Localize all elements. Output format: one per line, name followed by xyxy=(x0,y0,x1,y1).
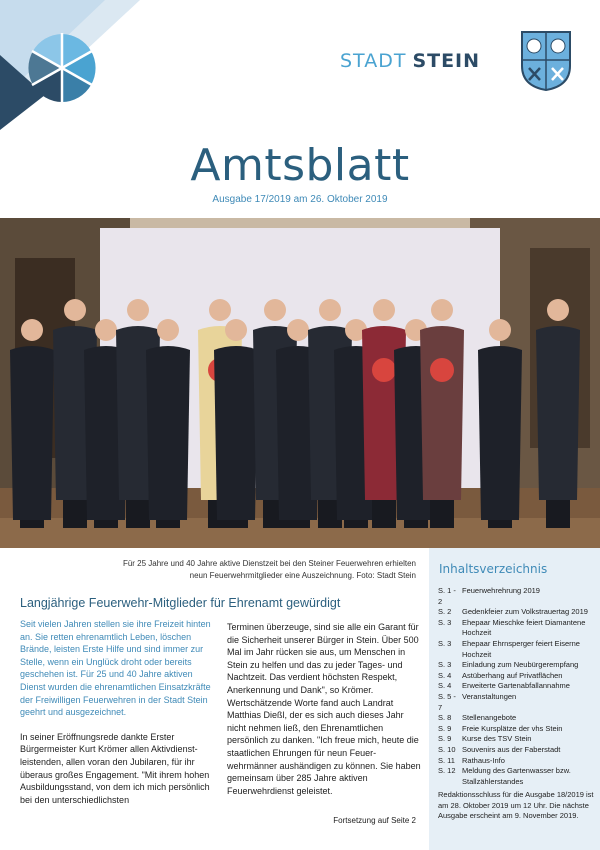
article-paragraph: In seiner Eröffnungsrede dankte Erster Bürgermeister Kurt Krömer allen Aktivdienst-leistenden, allen voran den Jubilaren, für ihr überaus großes Engagement. "Mit ihrem hohen Ausbildungsstand, von dem ich mich persönlich bei den unterschiedlichsten xyxy=(20,731,210,805)
flower-bouquet xyxy=(372,358,396,382)
toc-item[interactable] xyxy=(438,681,596,692)
toc-item[interactable] xyxy=(438,766,596,787)
toc-page: S. 4 xyxy=(438,681,452,691)
toc-item[interactable] xyxy=(438,660,596,671)
article-paragraph: Terminen überzeuge, sind sie alle ein Garant für die Sicherheit unserer Bürger in Stein. Über 500 Mal im Jahr rücken sie aus, um Menschen in Stein zu helfen und das zu jeder Tages- und Nachtzeit. Das verdient höchsten Respekt, Anerkennung und Dank", so Krömer. Wertschätzende Worte fand auch Landrat Matthias Dießl, der es sich auch dieses Jahr nicht nehmen ließ, den Ehrenamtlichen persönlich zu danken. "Ich freue mich, heute die staatlichen Ehrungen für neun Feuer-wehrmänner aushändigen zu können. Sie haben gemeinsam über 285 Jahre aktiven Feuerwehrdienst geleistet. xyxy=(227,622,421,796)
person-head xyxy=(64,299,86,321)
toc-page: S. 2 xyxy=(438,607,452,617)
toc-item[interactable] xyxy=(438,724,596,735)
person-legs xyxy=(286,520,310,528)
toc-item[interactable] xyxy=(438,586,596,607)
toc-item[interactable] xyxy=(438,713,596,724)
caption-line: Für 25 Jahre und 40 Jahre aktive Dienstzeit bei den Steiner Feuerwehren erhielten xyxy=(122,559,416,568)
group-photo xyxy=(0,218,600,548)
brand-wordmark xyxy=(340,50,480,72)
toc-page: S. 4 xyxy=(438,670,452,680)
city-coat-of-arms-icon xyxy=(520,30,572,92)
brand-bold: STEIN xyxy=(412,50,481,72)
person-legs xyxy=(488,520,512,528)
person-head xyxy=(157,319,179,341)
toc-text: Ehepaar Ehrnsperger feiert Eiserne Hochzeit xyxy=(462,638,580,659)
person-head xyxy=(319,299,341,321)
toc-text: Rathaus-Info xyxy=(462,755,505,765)
page-title: Amtsblatt xyxy=(190,140,410,191)
person-figure xyxy=(146,346,190,520)
corner-decoration xyxy=(0,0,140,130)
person-legs xyxy=(20,520,44,528)
toc-list xyxy=(438,586,596,787)
article-column-left xyxy=(20,618,216,806)
toc-page: S. 8 xyxy=(438,713,452,723)
toc-page: S. 11 xyxy=(438,755,455,765)
toc-item[interactable] xyxy=(438,734,596,745)
person-head xyxy=(287,319,309,341)
toc-item[interactable] xyxy=(438,756,596,767)
photo-caption xyxy=(90,558,416,582)
toc-text: Astüberhang auf Privatflächen xyxy=(462,670,563,680)
toc-page: S. 9 xyxy=(438,723,452,733)
deadline-note: Redaktionsschluss für die Ausgabe 18/2019 ist am 28. Oktober 2019 um 12 Uhr. Die nächste Ausgabe erscheint am 9. November 2019. xyxy=(438,790,594,821)
person-legs xyxy=(430,500,454,528)
person-head xyxy=(95,319,117,341)
toc-item[interactable] xyxy=(438,639,596,660)
toc-item[interactable] xyxy=(438,692,596,713)
person-head xyxy=(489,319,511,341)
person-legs xyxy=(126,500,150,528)
toc-text: Erweiterte Gartenabfallannahme xyxy=(462,681,570,691)
person-head xyxy=(21,319,43,341)
person-head xyxy=(373,299,395,321)
person-legs xyxy=(546,500,570,528)
toc-item[interactable] xyxy=(438,607,596,618)
person-head xyxy=(264,299,286,321)
caption-line: neun Feuerwehrmitglieder eine Auszeichnung. Foto: Stadt Stein xyxy=(189,571,416,580)
person-legs xyxy=(63,500,87,528)
toc-text: Souvenirs aus der Faberstadt xyxy=(462,744,561,754)
toc-item[interactable] xyxy=(438,745,596,756)
brand-name xyxy=(340,50,480,72)
person-head xyxy=(431,299,453,321)
table-of-contents xyxy=(429,548,600,850)
continuation-link[interactable]: Fortsetzung auf Seite 2 xyxy=(333,816,416,825)
toc-page: S. 3 xyxy=(438,638,452,648)
person-legs xyxy=(94,520,118,528)
toc-page: S. 5 - 7 xyxy=(438,691,456,712)
person-legs xyxy=(156,520,180,528)
issue-line: Ausgabe 17/2019 am 26. Oktober 2019 xyxy=(212,194,388,205)
toc-text: Ehepaar Mieschke feiert Diamantene Hochzeit xyxy=(462,617,586,638)
toc-page: S. 10 xyxy=(438,744,456,754)
person-head xyxy=(547,299,569,321)
toc-text: Gedenkfeier zum Volkstrauertag 2019 xyxy=(462,607,588,617)
brand-light: STADT xyxy=(340,50,407,72)
toc-text: Kurse des TSV Stein xyxy=(462,734,532,744)
toc-page: S. 12 xyxy=(438,766,456,776)
person-legs xyxy=(372,500,396,528)
toc-text: Stellenangebote xyxy=(462,713,517,723)
toc-page: S. 9 xyxy=(438,734,452,744)
toc-page: S. 1 - 2 xyxy=(438,586,456,606)
person-figure xyxy=(420,326,464,500)
person-figure xyxy=(478,346,522,520)
toc-page: S. 3 xyxy=(438,660,452,670)
person-head xyxy=(127,299,149,321)
person-legs xyxy=(344,520,368,528)
toc-item[interactable] xyxy=(438,671,596,682)
person-figure xyxy=(10,346,54,520)
article-lead: Seit vielen Jahren stellen sie ihre Freizeit hinten an. Sie retten ehrenamtlich Leben, löschen Brände, leisten Erste Hilfe und sind immer zur Stelle, wenn ein Unglück droht oder bereits geschehen ist. Für 25 und 40 Jahre aktiven Dienst wurden die ehrenamtlichen Einsatzkräfte der Freiwilligen Feuerwehren in der Stadt Stein geehrt und ausgezeichnet. xyxy=(20,619,211,718)
toc-item[interactable] xyxy=(438,618,596,639)
toc-text: Meldung des Gartenwasser bzw. Stallzählerstandes xyxy=(462,766,571,786)
person-figure xyxy=(214,346,258,520)
toc-text: Veranstaltungen xyxy=(462,691,517,701)
toc-title: Inhaltsverzeichnis xyxy=(439,562,548,576)
toc-text: Freie Kursplätze der vhs Stein xyxy=(462,723,563,733)
flower-bouquet xyxy=(430,358,454,382)
person-figure xyxy=(536,326,580,500)
toc-text: Einladung zum Neubürgerempfang xyxy=(462,660,579,670)
person-legs xyxy=(404,520,428,528)
person-head xyxy=(209,299,231,321)
article-headline: Langjährige Feuerwehr-Mitglieder für Ehrenamt gewürdigt xyxy=(20,596,341,610)
person-head xyxy=(225,319,247,341)
toc-text: Feuerwehrehrung 2019 xyxy=(462,586,540,595)
toc-page: S. 3 xyxy=(438,617,452,627)
person-legs xyxy=(224,520,248,528)
article-column-right xyxy=(227,621,421,797)
